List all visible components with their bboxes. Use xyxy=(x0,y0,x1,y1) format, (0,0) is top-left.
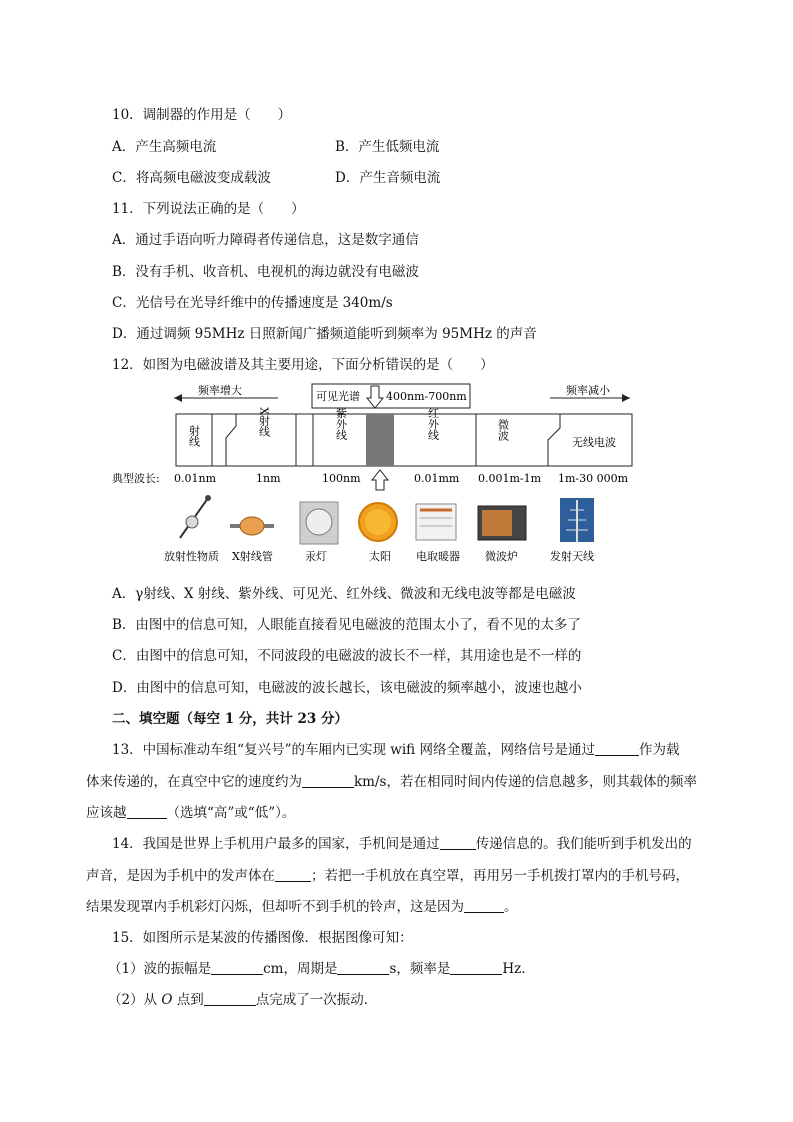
device-xray-tube: X射线管 xyxy=(232,550,273,563)
wavelength-radio: 1m-30 000m xyxy=(558,472,629,485)
wavelength-xray: 1nm xyxy=(256,472,281,485)
q11-option-d: D．通过调频 95MHz 日照新闻广播频道能听到频率为 95MHz 的声音 xyxy=(112,326,537,342)
q14-line2: 声音，是因为手机中的发声体在 ；若把一手机放在真空罩，再用另一手机拨打罩内的手机号码， xyxy=(86,868,689,884)
sun-image xyxy=(359,503,397,541)
mercury-lamp-image xyxy=(300,502,338,544)
q14-blank-3[interactable] xyxy=(464,899,504,914)
antenna-image xyxy=(560,498,594,542)
device-mercury-lamp: 汞灯 xyxy=(305,550,327,563)
em-spectrum-figure xyxy=(108,380,668,580)
wavelength-microwave: 0.001m-1m xyxy=(478,472,542,485)
wavelength-uv: 100nm xyxy=(322,472,361,485)
q14-line1: 14．我国是世界上手机用户最多的国家，手机间是通过 传递信息的。我们能听到手机发出的 xyxy=(112,836,692,852)
band-xray: X射线 xyxy=(257,407,271,437)
device-heater: 电取暖器 xyxy=(416,550,460,563)
q12-stem: 12．如图为电磁波谱及其主要用途，下面分析错误的是（ ） xyxy=(112,357,494,373)
wavelength-caption: 典型波长: xyxy=(112,472,160,485)
q13-blank-1[interactable] xyxy=(595,742,639,757)
q15-blank-amplitude[interactable] xyxy=(211,961,263,976)
visible-band xyxy=(366,414,394,466)
q10-option-c: C．将高频电磁波变成载波 xyxy=(112,170,271,186)
device-microwave: 微波炉 xyxy=(485,550,518,563)
q12-option-b: B．由图中的信息可知，人眼能直接看见电磁波的范围太小了，看不见的太多了 xyxy=(112,617,581,633)
q13-line1: 13．中国标准动车组“复兴号”的车厢内已实现 wifi 网络全覆盖，网络信号是通过 作为载 xyxy=(112,742,680,758)
q12-option-d: D．由图中的信息可知，电磁波的波长越长，该电磁波的频率越小，波速也越小 xyxy=(112,680,582,696)
visible-spectrum-label: 可见光谱 xyxy=(316,390,360,403)
electric-heater-image xyxy=(416,504,456,540)
spectrum-bar xyxy=(176,414,632,466)
section-title: 二、填空题（每空 1 分，共计 23 分） xyxy=(112,711,348,727)
band-infrared: 红外线 xyxy=(426,407,440,441)
q10-stem: 10．调制器的作用是（ ） xyxy=(112,107,292,123)
q15-part2: （2）从 O 点到 点完成了一次振动． xyxy=(108,992,378,1008)
q11-option-b: B．没有手机、收音机、电视机的海边就没有电磁波 xyxy=(112,264,419,280)
q15-part1: （1）波的振幅是 cm，周期是 s，频率是 Hz． xyxy=(108,961,535,977)
q11-option-c: C．光信号在光导纤维中的传播速度是 340m/s xyxy=(112,295,393,311)
xray-tube-image xyxy=(230,517,274,535)
band-uv: 紫外线 xyxy=(334,407,348,441)
q12-option-c: C．由图中的信息可知，不同波段的电磁波的波长不一样，其用途也是不一样的 xyxy=(112,648,582,664)
q15-blank-point[interactable] xyxy=(204,992,256,1007)
wavelength-infrared: 0.01mm xyxy=(414,472,460,485)
freq-decrease-label: 频率减小 xyxy=(566,384,610,397)
q10-option-a: A．产生高频电流 xyxy=(112,139,217,155)
band-microwave: 微波 xyxy=(496,419,510,441)
device-radioactive: 放射性物质 xyxy=(164,550,219,563)
q10-option-b: B．产生低频电流 xyxy=(335,139,440,155)
q12-option-a: A．γ射线、X 射线、紫外线、可见光、红外线、微波和无线电波等都是电磁波 xyxy=(112,586,576,602)
q11-stem: 11．下列说法正确的是（ ） xyxy=(112,201,305,217)
q13-blank-2[interactable] xyxy=(302,774,354,789)
microwave-oven-image xyxy=(478,506,526,540)
band-gamma: 射线 xyxy=(187,425,201,447)
q13-blank-3[interactable] xyxy=(127,805,167,820)
wavelength-gamma: 0.01nm xyxy=(174,472,217,485)
q13-line3: 应该越 （选填“高”或“低”）。 xyxy=(86,805,296,821)
q14-blank-2[interactable] xyxy=(275,868,311,883)
q14-blank-1[interactable] xyxy=(440,836,476,851)
q10-option-d: D．产生音频电流 xyxy=(335,170,441,186)
q14-line3: 结果发现罩内手机彩灯闪烁，但却听不到手机的铃声，这是因为 。 xyxy=(86,899,518,915)
q13-line2: 体来传递的，在真空中它的速度约为 km/s，若在相同时间内传递的信息越多，则其载体的频率 xyxy=(86,774,697,790)
device-sun: 太阳 xyxy=(369,550,391,563)
radioactive-material-image xyxy=(180,495,211,538)
q15-stem: 15．如图所示是某波的传播图像．根据图像可知： xyxy=(112,930,413,946)
q15-blank-period[interactable] xyxy=(337,961,389,976)
band-radio: 无线电波 xyxy=(572,436,616,449)
q11-option-a: A．通过手语向听力障碍者传递信息，这是数字通信 xyxy=(112,232,419,248)
up-arrow-icon xyxy=(372,470,388,490)
device-antenna: 发射天线 xyxy=(550,550,594,563)
q15-blank-frequency[interactable] xyxy=(450,961,502,976)
freq-increase-label: 频率增大 xyxy=(198,384,242,397)
visible-spectrum-range: 400nm-700nm xyxy=(386,390,467,403)
